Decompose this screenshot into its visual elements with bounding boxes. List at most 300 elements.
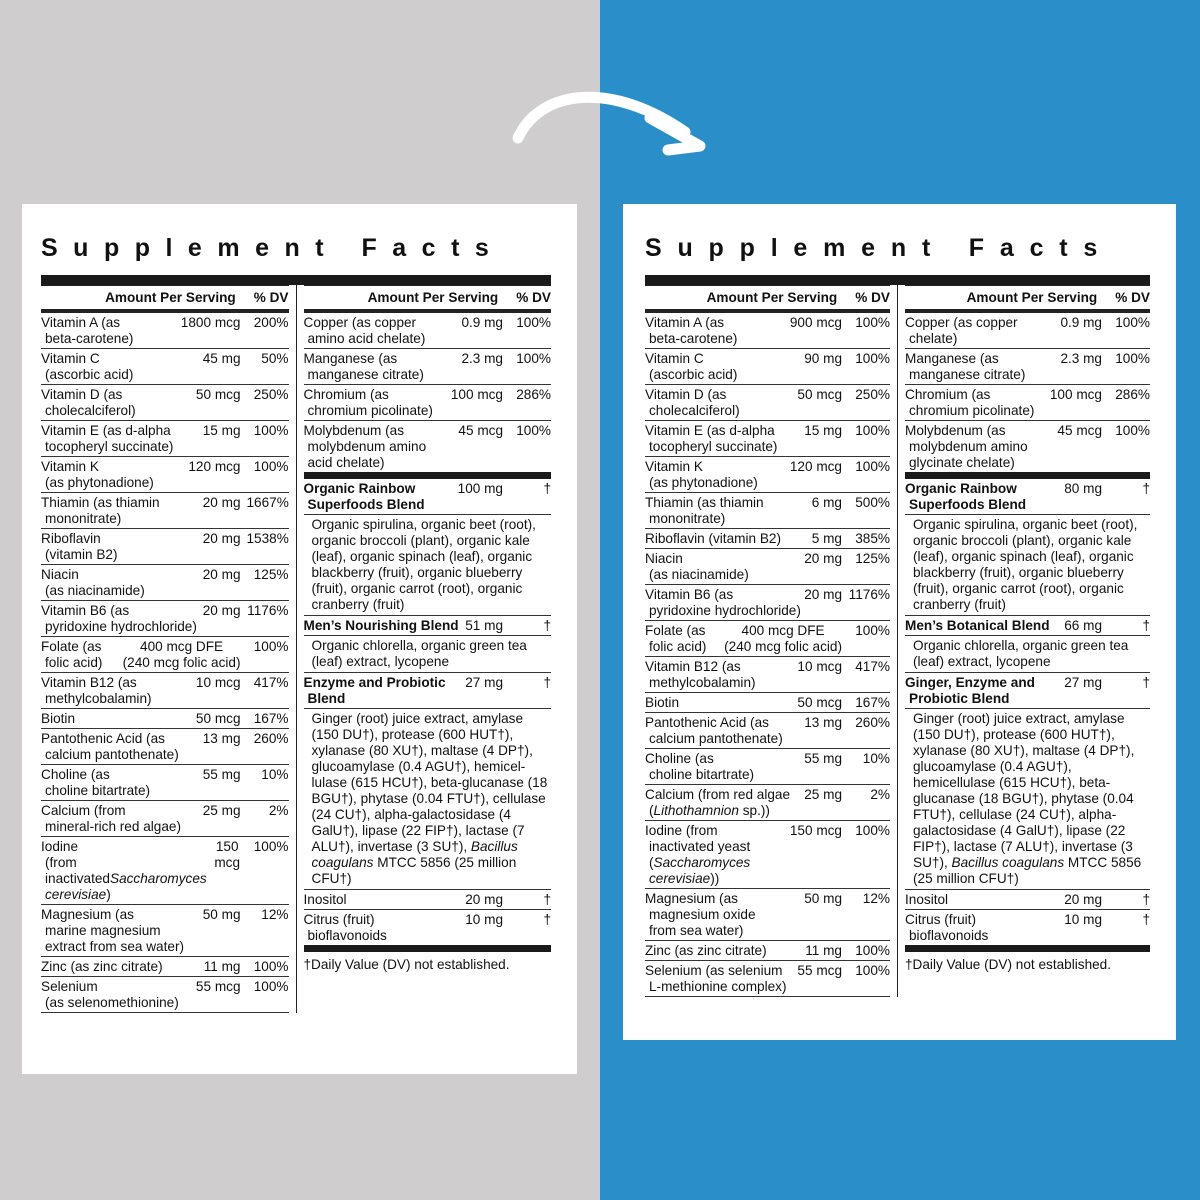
blend-ingredients-italic: Bacillus coagulans	[951, 855, 1065, 870]
daily-value: 100%	[855, 351, 890, 366]
nutrient-name-text: Vitamin D (as cholecalciferol)	[41, 387, 136, 418]
amount: 51 mg	[465, 618, 503, 633]
nutrient-name	[645, 551, 804, 583]
nutrient-name-italic: Saccharomyces cerevisiae	[45, 871, 207, 902]
daily-value: 2%	[268, 803, 289, 818]
nutrient-name-text: Vitamin K (as phytonadione)	[41, 459, 154, 490]
blend-row	[905, 479, 1150, 515]
daily-value: 100%	[516, 423, 551, 438]
nutrient-name-text: Chromium (as chromium picolinate)	[905, 387, 1035, 418]
nutrient-name	[905, 892, 1064, 908]
nutrient-name	[41, 839, 207, 903]
blend-row	[304, 479, 552, 515]
amount: 15 mg	[202, 423, 241, 438]
blend-ingredients-text: Organic chlorella, organic green tea (leaf) extract, lycopene	[913, 638, 1129, 669]
blend-ingredients-text: Organic spirulina, organic beet (root), organic broccoli (plant), organic kale (leaf), organic spinach (leaf), organic blackberry (fruit), organic blueberry (fruit), organic carrot (root), organic cranberry (fruit)	[311, 517, 536, 612]
amount: 20 mg	[202, 603, 241, 618]
daily-value: †	[1142, 912, 1150, 927]
nutrient-name-text: Citrus (fruit) bioflavonoids	[905, 912, 989, 943]
facts-columns	[645, 285, 1150, 997]
facts-columns	[41, 285, 551, 1013]
nutrient-name-text: Vitamin B6 (as pyridoxine hydrochloride)	[645, 587, 801, 618]
daily-value: 125%	[253, 567, 289, 582]
nutrient-row	[645, 749, 890, 785]
nutrient-row	[905, 421, 1150, 479]
daily-value: 100%	[855, 459, 890, 474]
nutrient-row	[645, 457, 890, 493]
nutrient-name	[905, 912, 1064, 944]
nutrient-name-text: Magnesium (as magnesium oxide from sea water)	[645, 891, 756, 938]
nutrient-row	[905, 385, 1150, 421]
nutrient-name-text: Men’s Nourishing Blend	[303, 618, 459, 633]
amount: 20 mg	[804, 587, 842, 602]
amount: 1800 mcg	[180, 315, 241, 330]
dv-header: % DV	[253, 290, 289, 305]
nutrient-name-text: Selenium (as selenium L-methionine complex)	[645, 963, 787, 994]
nutrient-name	[41, 907, 203, 955]
dv-header: % DV	[516, 290, 551, 305]
nutrient-row	[41, 601, 289, 637]
amount: 150 mcg	[214, 839, 241, 870]
amount-per-serving-header: Amount Per Serving	[706, 290, 838, 305]
nutrient-name-text: Vitamin A (as beta-carotene)	[41, 315, 134, 346]
nutrient-row	[41, 905, 289, 957]
nutrient-name-text: Zinc (as zinc citrate)	[645, 943, 767, 958]
nutrient-name	[304, 675, 466, 707]
amount: 45 mcg	[1057, 423, 1102, 438]
title-rule	[645, 275, 1150, 285]
nutrient-name	[304, 481, 458, 513]
nutrient-name	[304, 912, 466, 944]
nutrient-row	[645, 889, 890, 941]
amount: 20 mg	[202, 495, 241, 510]
daily-value: †	[543, 912, 551, 927]
nutrient-name-text: Copper (as copper chelate)	[905, 315, 1018, 346]
nutrient-name-text: Selenium (as selenomethionine)	[41, 979, 179, 1010]
nutrient-name	[41, 767, 203, 799]
nutrient-row	[41, 709, 289, 729]
nutrient-name	[41, 351, 203, 383]
nutrient-name-text: Magnesium (as marine magnesium extract from sea water)	[41, 907, 184, 954]
nutrient-name	[41, 711, 196, 727]
amount: 13 mg	[202, 731, 241, 746]
amount: 5 mg	[811, 531, 842, 546]
amount: 55 mcg	[797, 963, 842, 978]
supplement-facts-after	[623, 204, 1176, 1040]
nutrient-name-text: Vitamin E (as d-alpha tocopheryl succinate)	[645, 423, 778, 454]
nutrient-name-text: Riboflavin (vitamin B2)	[41, 531, 118, 562]
nutrient-name	[41, 567, 203, 599]
nutrient-row	[41, 457, 289, 493]
nutrient-name-text: Pantothenic Acid (as calcium pantothenate)	[41, 731, 179, 762]
column-header	[905, 285, 1150, 313]
nutrient-name-text: Calcium (from red algae (	[645, 787, 791, 818]
nutrient-name	[905, 387, 1050, 419]
nutrient-name	[304, 387, 451, 419]
blend-ingredients-suffix: MTCC 5856 (25 million CFU†)	[913, 855, 1142, 886]
dv-header: % DV	[1115, 290, 1150, 305]
column-right	[297, 285, 552, 973]
amount: 45 mcg	[458, 423, 503, 438]
amount: 66 mg	[1064, 618, 1102, 633]
daily-value: 500%	[855, 495, 890, 510]
blend-row	[304, 616, 552, 636]
daily-value: 260%	[253, 731, 289, 746]
nutrient-row	[645, 821, 890, 889]
nutrient-row	[645, 941, 890, 961]
daily-value: 100%	[855, 823, 890, 838]
nutrient-name	[41, 603, 203, 635]
daily-value: 286%	[1115, 387, 1150, 402]
daily-value: 1538%	[246, 531, 289, 546]
nutrient-name	[905, 351, 1060, 383]
daily-value: 10%	[862, 751, 890, 766]
daily-value: 10%	[261, 767, 289, 782]
nutrient-row	[645, 493, 890, 529]
nutrient-row	[41, 801, 289, 837]
nutrient-name-text: Biotin	[645, 695, 680, 710]
daily-value: 125%	[855, 551, 890, 566]
daily-value: 100%	[1115, 315, 1150, 330]
amount: 120 mcg	[188, 459, 241, 474]
nutrient-row	[304, 910, 552, 952]
nutrient-name	[304, 892, 466, 908]
amount: 400 mcg DFE (240 mcg folic acid)	[724, 623, 842, 654]
nutrient-name-text: Zinc (as zinc citrate)	[41, 959, 163, 974]
amount: 27 mg	[1064, 675, 1102, 690]
nutrient-name-suffix: ))	[710, 871, 720, 886]
nutrient-name	[645, 423, 804, 455]
nutrient-name-text: Iodine (from inactivated	[41, 839, 110, 886]
daily-value: 167%	[855, 695, 890, 710]
footnote: †Daily Value (DV) not established.	[905, 957, 1112, 972]
nutrient-name	[41, 959, 204, 975]
nutrient-name-text: Molybdenum (as molybdenum amino acid chelate)	[303, 423, 427, 470]
nutrient-name-text: Vitamin C (ascorbic acid)	[645, 351, 738, 382]
nutrient-name-italic: Lithothamnion	[653, 803, 739, 818]
amount: 50 mcg	[195, 387, 241, 402]
daily-value: 100%	[516, 315, 551, 330]
daily-value: 1667%	[246, 495, 289, 510]
nutrient-row	[304, 421, 552, 479]
nutrient-row	[41, 637, 289, 673]
dv-header: % DV	[855, 290, 890, 305]
nutrient-name	[41, 731, 203, 763]
nutrient-row	[645, 313, 890, 349]
nutrient-name-text: Chromium (as chromium picolinate)	[303, 387, 433, 418]
supplement-facts-title: Supplement Facts	[41, 234, 505, 262]
nutrient-name-text: Vitamin A (as beta-carotene)	[645, 315, 738, 346]
nutrient-name-text: Vitamin B12 (as methylcobalamin)	[41, 675, 152, 706]
daily-value: †	[543, 618, 551, 633]
nutrient-name	[41, 675, 196, 707]
blend-ingredients-text: Organic chlorella, organic green tea (leaf) extract, lycopene	[311, 638, 527, 669]
amount: 13 mg	[804, 715, 842, 730]
daily-value: †	[543, 675, 551, 690]
daily-value: 260%	[855, 715, 890, 730]
daily-value: 100%	[855, 423, 890, 438]
nutrient-row	[41, 529, 289, 565]
blend-row	[905, 616, 1150, 636]
nutrient-name	[645, 459, 790, 491]
blend-ingredients-italic: Bacillus coagulans	[311, 839, 518, 870]
daily-value: †	[1142, 618, 1150, 633]
amount: 20 mg	[202, 567, 241, 582]
nutrient-name	[41, 979, 196, 1011]
daily-value: 100%	[1115, 423, 1150, 438]
daily-value: 100%	[516, 351, 551, 366]
amount: 10 mg	[1064, 912, 1102, 927]
nutrient-name-text: Vitamin B12 (as methylcobalamin)	[645, 659, 756, 690]
nutrient-name	[304, 618, 466, 634]
amount: 100 mcg	[1049, 387, 1102, 402]
nutrient-row	[41, 729, 289, 765]
daily-value: 250%	[855, 387, 890, 402]
daily-value: 100%	[253, 979, 289, 994]
nutrient-name	[41, 639, 123, 671]
amount: 25 mg	[202, 803, 241, 818]
amount: 50 mg	[202, 907, 241, 922]
nutrient-name-text: Inositol	[303, 892, 347, 907]
daily-value: 100%	[855, 315, 890, 330]
blend-ingredients-text: Ginger (root) juice extract, amylase (150 DU†), protease (600 HUT†), xylanase (80 XU†), maltase (4 DP†), glucoamylase (0.4 AGU†), hemicellulase (615 HCU†), beta-glucanase (18 BGU†), phytase (0.04 FTU†), cellulase (24 CU†), alpha-galactosidase (4 GalU†), lipase (22 FIP†), lactase (7 ALU†), invertase (3 SU†),	[913, 711, 1135, 870]
nutrient-name-text: Thiamin (as thiamin mononitrate)	[41, 495, 160, 526]
blend-ingredients	[905, 636, 1150, 673]
nutrient-row	[41, 957, 289, 977]
daily-value: †	[1142, 481, 1150, 496]
nutrient-row	[41, 565, 289, 601]
nutrient-name-text: Biotin	[41, 711, 76, 726]
nutrient-name-text: Men’s Botanical Blend	[905, 618, 1050, 633]
nutrient-row	[645, 385, 890, 421]
nutrient-name	[304, 423, 459, 471]
nutrient-name	[645, 495, 812, 527]
daily-value: 50%	[261, 351, 289, 366]
nutrient-row	[41, 673, 289, 709]
nutrient-name-text: Choline (as choline bitartrate)	[41, 767, 151, 798]
daily-value: 12%	[261, 907, 289, 922]
daily-value: 100%	[253, 639, 289, 654]
nutrient-row	[905, 313, 1150, 349]
nutrient-row	[41, 493, 289, 529]
daily-value: †	[543, 892, 551, 907]
column-right	[898, 285, 1150, 973]
nutrient-name-text: Citrus (fruit) bioflavonoids	[303, 912, 387, 943]
nutrient-row	[905, 890, 1150, 910]
column-header	[41, 285, 289, 313]
nutrient-name-text: Folate (as folic acid)	[645, 623, 707, 654]
column-header	[645, 285, 890, 313]
column-header	[304, 285, 552, 313]
nutrient-name	[41, 803, 203, 835]
column-left	[645, 285, 898, 997]
nutrient-name	[41, 387, 196, 419]
amount: 20 mg	[804, 551, 842, 566]
nutrient-name-text: Molybdenum (as molybdenum amino glycinate chelate)	[905, 423, 1028, 470]
daily-value: 250%	[253, 387, 289, 402]
amount: 2.3 mg	[1060, 351, 1102, 366]
amount: 0.9 mg	[1060, 315, 1102, 330]
amount: 27 mg	[465, 675, 503, 690]
nutrient-name	[645, 787, 804, 819]
nutrient-name	[304, 315, 462, 347]
nutrient-name-text: Riboflavin (vitamin B2)	[645, 531, 781, 546]
nutrient-name	[41, 495, 203, 527]
nutrient-name-text: Vitamin E (as d-alpha tocopheryl succinate)	[41, 423, 174, 454]
supplement-facts-title: Supplement Facts	[645, 234, 1114, 262]
amount: 10 mg	[465, 912, 503, 927]
nutrient-row	[645, 421, 890, 457]
nutrient-name-suffix: )	[106, 887, 111, 902]
nutrient-name	[41, 315, 181, 347]
amount: 6 mg	[811, 495, 842, 510]
nutrient-name-text: Manganese (as manganese citrate)	[905, 351, 1026, 382]
daily-value: 100%	[855, 963, 890, 978]
nutrient-name-text: Ginger, Enzyme and Probiotic Blend	[905, 675, 1035, 706]
nutrient-name	[645, 751, 804, 783]
amount: 55 mcg	[195, 979, 241, 994]
nutrient-row	[304, 385, 552, 421]
daily-value: †	[1142, 675, 1150, 690]
nutrient-row	[645, 713, 890, 749]
blend-row	[905, 673, 1150, 709]
daily-value: 200%	[253, 315, 289, 330]
daily-value: 167%	[253, 711, 289, 726]
nutrient-row	[41, 349, 289, 385]
nutrient-name-italic: Saccharomyces cerevisiae	[649, 855, 751, 886]
nutrient-row	[905, 349, 1150, 385]
nutrient-row	[304, 890, 552, 910]
amount: 11 mg	[805, 943, 842, 958]
nutrient-name-text: Organic Rainbow Superfoods Blend	[303, 481, 425, 512]
amount: 55 mg	[202, 767, 241, 782]
nutrient-name	[905, 675, 1064, 707]
nutrient-row	[41, 765, 289, 801]
nutrient-name-text: Folate (as folic acid)	[41, 639, 103, 670]
nutrient-name	[645, 315, 790, 347]
daily-value: 100%	[855, 943, 890, 958]
amount: 120 mcg	[789, 459, 842, 474]
nutrient-name	[645, 351, 804, 383]
nutrient-name	[905, 315, 1060, 347]
daily-value: †	[543, 481, 551, 496]
amount: 100 mg	[457, 481, 503, 496]
nutrient-name	[645, 387, 797, 419]
nutrient-name	[905, 423, 1057, 471]
daily-value: 100%	[253, 423, 289, 438]
nutrient-row	[645, 549, 890, 585]
nutrient-name-text: Niacin (as niacinamide)	[41, 567, 145, 598]
nutrient-row	[645, 785, 890, 821]
daily-value: 100%	[1115, 351, 1150, 366]
blend-ingredients	[304, 709, 552, 890]
daily-value: 385%	[855, 531, 890, 546]
nutrient-name	[645, 623, 724, 655]
amount: 50 mg	[804, 891, 842, 906]
daily-value: 100%	[253, 839, 289, 854]
nutrient-row	[645, 621, 890, 657]
nutrient-name	[905, 618, 1064, 634]
nutrient-name-text: Pantothenic Acid (as calcium pantothenate)	[645, 715, 783, 746]
nutrient-row	[645, 529, 890, 549]
amount: 900 mcg	[789, 315, 842, 330]
nutrient-name-text: Organic Rainbow Superfoods Blend	[905, 481, 1027, 512]
nutrient-row	[645, 349, 890, 385]
blend-ingredients-text: Organic spirulina, organic beet (root), organic broccoli (plant), organic kale (leaf), organic spinach (leaf), organic blackberry (fruit), organic blueberry (fruit), organic carrot (root), organic cranberry (fruit)	[913, 517, 1138, 612]
nutrient-row	[645, 657, 890, 693]
amount: 50 mcg	[797, 695, 842, 710]
daily-value: 417%	[855, 659, 890, 674]
daily-value: 2%	[870, 787, 890, 802]
daily-value: 100%	[855, 623, 890, 638]
amount: 20 mg	[202, 531, 241, 546]
nutrient-name-text: Vitamin D (as cholecalciferol)	[645, 387, 740, 418]
nutrient-name	[645, 659, 797, 691]
nutrient-name	[645, 587, 804, 619]
amount: 11 mg	[203, 959, 241, 974]
amount: 400 mcg DFE (240 mcg folic acid)	[122, 639, 241, 670]
nutrient-row	[905, 910, 1150, 952]
amount: 20 mg	[465, 892, 503, 907]
blend-ingredients-suffix: MTCC 5856 (25 million CFU†)	[311, 855, 517, 886]
amount: 90 mg	[804, 351, 842, 366]
nutrient-name-text: Inositol	[905, 892, 949, 907]
nutrient-name-text: Niacin (as niacinamide)	[645, 551, 749, 582]
nutrient-row	[304, 349, 552, 385]
daily-value: 12%	[862, 891, 890, 906]
nutrient-name	[645, 823, 790, 887]
nutrient-row	[41, 837, 289, 905]
amount: 10 mcg	[195, 675, 241, 690]
amount: 20 mg	[1064, 892, 1102, 907]
nutrient-name	[645, 531, 812, 547]
nutrient-name	[41, 423, 203, 455]
nutrient-row	[645, 585, 890, 621]
nutrient-name-text: Calcium (from mineral-rich red algae)	[41, 803, 181, 834]
amount: 15 mg	[804, 423, 842, 438]
nutrient-row	[304, 313, 552, 349]
nutrient-name-text: Vitamin K (as phytonadione)	[645, 459, 758, 490]
nutrient-row	[41, 313, 289, 349]
nutrient-name-suffix: sp.))	[738, 803, 770, 818]
nutrient-name	[41, 459, 188, 491]
amount: 10 mcg	[797, 659, 842, 674]
nutrient-name	[645, 715, 804, 747]
blend-row	[304, 673, 552, 709]
title-rule	[41, 275, 551, 285]
nutrient-row	[41, 977, 289, 1013]
nutrient-name-text: Vitamin B6 (as pyridoxine hydrochloride)	[41, 603, 197, 634]
nutrient-row	[41, 385, 289, 421]
daily-value: †	[1142, 892, 1150, 907]
nutrient-name	[645, 963, 797, 995]
amount: 45 mg	[202, 351, 241, 366]
nutrient-row	[645, 961, 890, 997]
amount: 25 mg	[804, 787, 842, 802]
blend-ingredients	[905, 709, 1150, 890]
nutrient-name	[645, 943, 805, 959]
amount: 55 mg	[804, 751, 842, 766]
amount: 80 mg	[1064, 481, 1102, 496]
nutrient-row	[645, 693, 890, 713]
daily-value: 100%	[253, 959, 289, 974]
column-left	[41, 285, 297, 1013]
nutrient-name-text: Thiamin (as thiamin mononitrate)	[645, 495, 764, 526]
amount-per-serving-header: Amount Per Serving	[367, 290, 499, 305]
footnote: †Daily Value (DV) not established.	[303, 957, 510, 972]
amount: 100 mcg	[450, 387, 503, 402]
nutrient-name	[645, 695, 797, 711]
